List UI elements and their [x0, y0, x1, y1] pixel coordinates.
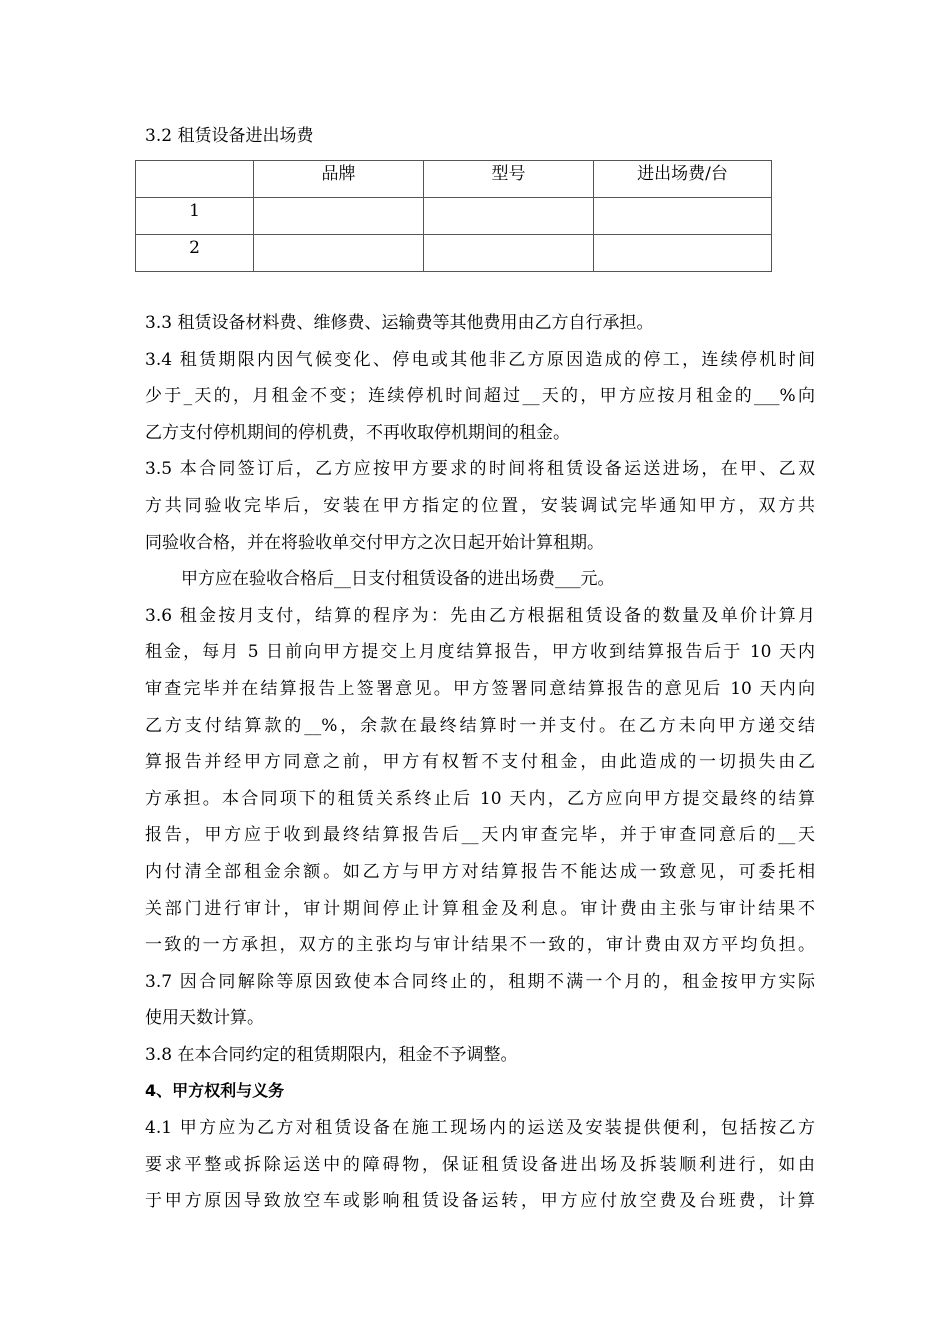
clause-3-6-line: 方承担。本合同项下的租赁关系终止后 10 天内，乙方应向甲方提交最终的结算 [145, 788, 815, 809]
header-cell-blank [136, 161, 254, 198]
brand-cell [254, 235, 424, 272]
header-cell-brand: 品牌 [254, 161, 424, 198]
clause-3-5-line: 方共同验收完毕后，安装在甲方指定的位置，安装调试完毕通知甲方，双方共 [145, 495, 815, 516]
contract-body-text [145, 305, 815, 1220]
section-4-heading: 4、甲方权利与义务 [145, 1081, 285, 1101]
clause-3-7-line: 3.7 因合同解除等原因致使本合同终止的，租期不满一个月的，租金按甲方实际 [145, 971, 815, 992]
clause-3-5-line: 同验收合格，并在将验收单交付甲方之次日起开始计算租期。 [145, 532, 604, 553]
fee-cell [594, 235, 772, 272]
row-number-cell: 1 [136, 198, 254, 235]
table-row [136, 235, 772, 272]
clause-3-6-line: 关部门进行审计，审计期间停止计算租金及利息。审计费由主张与审计结果不 [145, 898, 815, 919]
entry-exit-fee-table [135, 160, 772, 272]
clause-3-4-line: 乙方支付停机期间的停机费，不再收取停机期间的租金。 [145, 422, 570, 443]
clause-3-5-indented-line: 甲方应在验收合格后__日支付租赁设备的进出场费___元。 [181, 569, 615, 590]
clause-3-7-line: 使用天数计算。 [145, 1008, 264, 1029]
clause-4-1-line: 于甲方原因导致放空车或影响租赁设备运转，甲方应付放空费及台班费，计算 [145, 1191, 815, 1212]
clause-4-1-line: 4.1 甲方应为乙方对租赁设备在施工现场内的运送及安装提供便利，包括按乙方 [145, 1118, 815, 1139]
fee-cell [594, 198, 772, 235]
clause-3-4-line: 少于_天的，月租金不变；连续停机时间超过__天的，甲方应按月租金的___%向 [145, 386, 815, 407]
clause-3-6-line: 乙方支付结算款的__%，余款在最终结算时一并支付。在乙方未向甲方递交结 [145, 715, 815, 736]
clause-3-6-line: 一致的一方承担，双方的主张均与审计结果不一致的，审计费由双方平均负担。 [145, 935, 815, 956]
row-number-cell: 2 [136, 235, 254, 272]
clause-3-6-line: 审查完毕并在结算报告上签署意见。甲方签署同意结算报告的意见后 10 天内向 [145, 678, 815, 699]
brand-cell [254, 198, 424, 235]
clause-3-6-line: 租金，每月 5 日前向甲方提交上月度结算报告，甲方收到结算报告后于 10 天内 [145, 642, 815, 663]
header-cell-model: 型号 [424, 161, 594, 198]
clause-3-8: 3.8 在本合同约定的租赁期限内，租金不予调整。 [145, 1044, 518, 1065]
table-row [136, 198, 772, 235]
model-cell [424, 235, 594, 272]
header-cell-fee: 进出场费/台 [594, 161, 772, 198]
clause-3-6-line: 内付清全部租金余额。如乙方与甲方对结算报告不能达成一致意见，可委托相 [145, 861, 815, 882]
clause-3-6-line: 算报告并经甲方同意之前，甲方有权暂不支付租金，由此造成的一切损失由乙 [145, 752, 815, 773]
clause-3-6-line: 报告，甲方应于收到最终结算报告后__天内审查完毕，并于审查同意后的__天 [145, 825, 815, 846]
clause-3-4-line: 3.4 租赁期限内因气候变化、停电或其他非乙方原因造成的停工，连续停机时间 [145, 349, 815, 370]
clause-3-6-line: 3.6 租金按月支付，结算的程序为：先由乙方根据租赁设备的数量及单价计算月 [145, 605, 815, 626]
section-3-2-title: 3.2 租赁设备进出场费 [145, 126, 314, 146]
table-header-row [136, 161, 772, 198]
clause-4-1-line: 要求平整或拆除运送中的障碍物，保证租赁设备进出场及拆装顺利进行，如由 [145, 1154, 815, 1175]
clause-3-3: 3.3 租赁设备材料费、维修费、运输费等其他费用由乙方自行承担。 [145, 313, 654, 333]
model-cell [424, 198, 594, 235]
clause-3-5-line: 3.5 本合同签订后，乙方应按甲方要求的时间将租赁设备运送进场，在甲、乙双 [145, 459, 815, 480]
